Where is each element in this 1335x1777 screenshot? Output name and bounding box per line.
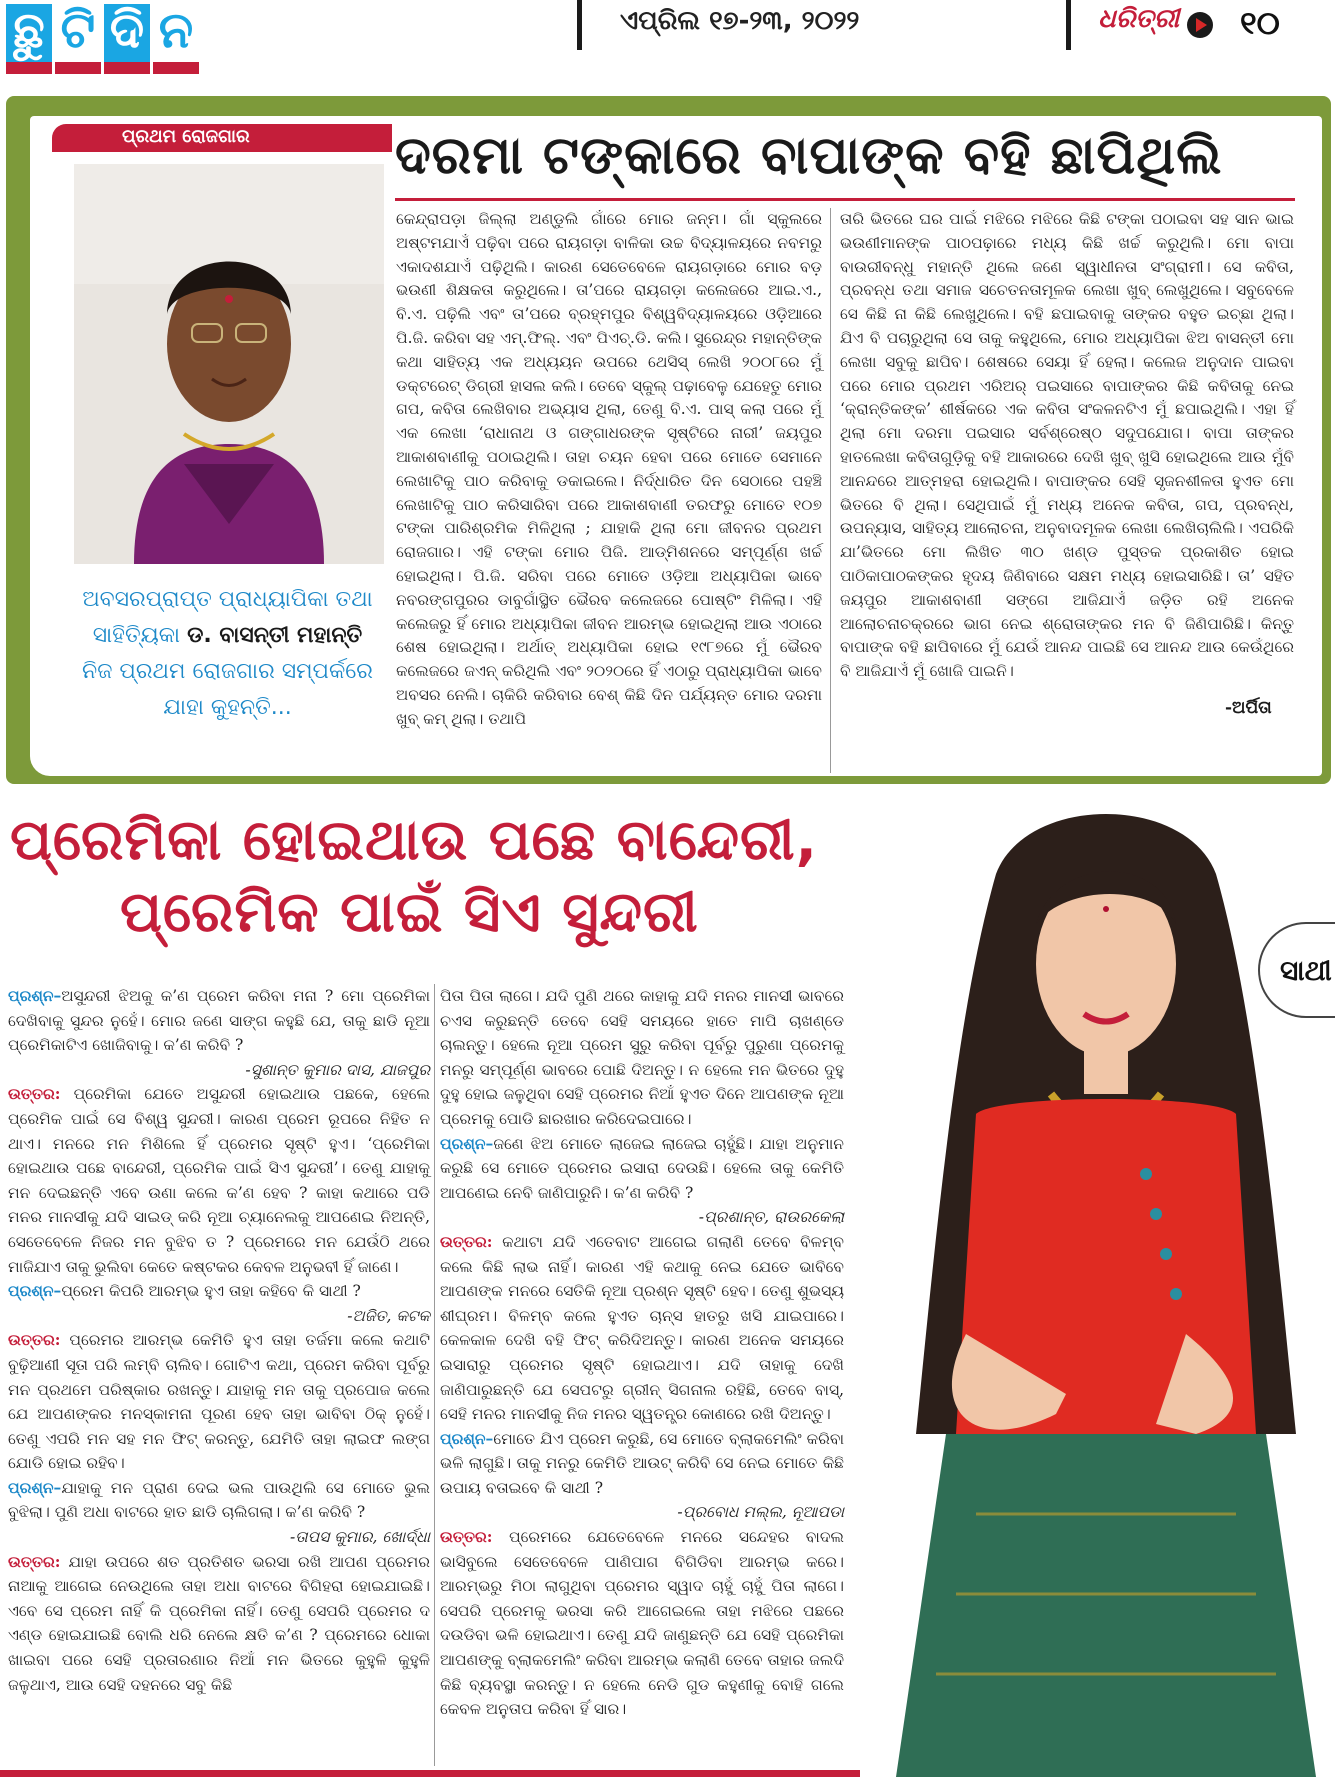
question-author: -ଅଜିତ, କଟକ bbox=[347, 1306, 430, 1325]
caption-line: ନିଜ ପ୍ରଥମ ରୋଜଗାର ସମ୍ପର୍କରେ bbox=[82, 659, 373, 684]
question-text: ଜଣେ ଝିଅ ମୋତେ ଲାଜେଇ ଲାଜେଇ ଚାହୁଁଛି। ଯାହା ଅନୁମାନ କରୁଛି ସେ ମୋତେ ପ୍ରେମର ଇସାରା ଦେଉଛି। ହେଲେ ତାକୁ କେମିତି ଆପଣେଇ ନେବି ଜାଣିପାରୁନି। କ’ଣ କରିବି ? bbox=[440, 1134, 844, 1202]
question-text: ଯାହାକୁ ମନ ପ୍ରାଣ ଦେଇ ଭଲ ପାଉଥିଲି ସେ ମୋତେ ଭୁଲ ବୁଝିଲା। ପୁଣି ଅଧା ବାଟରେ ହାତ ଛାଡି ଚାଲିଗଲା। କ’ଣ କରିବି ? bbox=[8, 1478, 430, 1522]
answer-text: ପ୍ରେମର ଆରମ୍ଭ କେମିତି ହୁଏ ତାହା ତର୍ଜମା କଲେ କଥାଟି ବୁଢ଼ିଆଣୀ ସୂତା ପରି ଲମ୍ବି ଚାଲିବ। ଗୋଟିଏ କଥା, ପ୍ରେମ କରିବା ପୂର୍ବରୁ ମନ ପ୍ରଥମେ ପରିଷ୍କାର ରଖନ୍ତୁ। ଯାହାକୁ ମନ ତାକୁ ପ୍ରପୋଜ କଲେ ଯେ ଆପଣଙ୍କର ମନସ୍କାମନା ପୂରଣ ହେବ ତାହା ଭାବିବା ଠିକ୍ ନୁହେଁ। ତେଣୁ ଏପରି ମନ ସହ ମନ ଫିଟ୍ କରନ୍ତୁ, ଯେମିତି ତାହା ଲାଇଫ ଲଙ୍ଗ ଯୋଡି ହୋଇ ରହିବ। bbox=[8, 1331, 430, 1473]
answer-text: କଥାଟା ଯଦି ଏତେବାଟ ଆଗେଇ ଗଲାଣି ତେବେ ବିଳମ୍ବ କଲେ କିଛି ଲାଭ ନାହିଁ। କାରଣ ଏହି କଥାକୁ ନେଇ ଯେତେ ଭାବିବେ ଆପଣଙ୍କ ମନରେ ସେତିକି ନୂଆ ପ୍ରଶ୍ନ ସୃଷ୍ଟି ହେବ। ତେଣୁ ଶୁଭସ୍ୟ ଶୀଘ୍ରମ। ବିଳମ୍ବ କଲେ ହୁଏତ ଚାନ୍ସ ହାତରୁ ଖସି ଯାଇପାରେ। କେଳକାଳ ଦେଖି ବହି ଫିଟ୍ କରିଦିଅନ୍ତୁ। କାରଣ ଅନେକ ସମୟରେ ଇସାରାରୁ ପ୍ରେମର ସୃଷ୍ଟି ହୋଇଥାଏ। ଯଦି ତାହାକୁ ଦେଖି ଜାଣିପାରୁଛନ୍ତି ଯେ ସେପଟରୁ ଗ୍ରୀନ୍ ସିଗନାଲ ରହିଛି, ତେବେ ବାସ୍, ସେହି ମନର ମାନସୀକୁ ନିଜ ମନର ସ୍ୱତନ୍ତ୍ର କୋଣରେ ରଖି ଦିଅନ୍ତୁ। bbox=[440, 1232, 844, 1424]
logo-letter: ନ bbox=[153, 4, 199, 74]
body-text: ତାରି ଭିତରେ ଘର ପାଇଁ ମଝିରେ ମଝିରେ କିଛି ଟଙ୍କା ପଠାଇବା ସହ ସାନ ଭାଇ ଭଉଣୀମାନଙ୍କ ପାଠପଢ଼ାରେ ମଧ୍ୟ କିଛି ଖର୍ଚ୍ଚ କରୁଥିଲି। ମୋ ବାପା ବାଉରୀବନ୍ଧୁ ମହାନ୍ତି ଥିଲେ ଜଣେ ସ୍ୱାଧୀନତା ସଂଗ୍ରାମୀ। ସେ କବିତା, ପ୍ରବନ୍ଧ ତଥା ସମାଜ ସଚେତନତାମୂଳକ ଲେଖା ଖୁବ୍ ଲେଖୁଥିଲେ। ସବୁବେଳେ ସେ କିଛି ନା କିଛି ଲେଖୁଥିଲେ। ବହି ଛପାଇବାକୁ ତାଙ୍କର ବହୁତ ଇଚ୍ଛା ଥିଲା। ଯିଏ ବି ପଚାରୁଥିଲା ସେ ତାକୁ କହୁଥିଲେ, ମୋର ଅଧ୍ୟାପିକା ଝିଅ ବାସନ୍ତୀ ମୋ ଲେଖା ସବୁକୁ ଛାପିବ। ଶେଷରେ ସେୟା ହିଁ ହେଲା। କଲେଜ ଅନୁଦାନ ପାଇବା ପରେ ମୋର ପ୍ରଥମ ଏରିଅର୍ ପଇସାରେ ବାପାଙ୍କର କିଛି କବିତାକୁ ନେଇ ‘କ୍ରାନ୍ତିକଙ୍କ’ ଶୀର୍ଷକରେ ଏକ କବିତା ସଂକଳନଟିଏ ମୁଁ ଛପାଇଥିଲି। ଏହା ହିଁ ଥିଲା ମୋ ଦରମା ପଇସାର ସର୍ବଶ୍ରେଷ୍ଠ ସଦୁପଯୋଗ। ବାପା ତାଙ୍କର ହାତଲେଖା କବିତାଗୁଡ଼ିକୁ ବହି ଆକାରରେ ଦେଖି ଖୁବ୍ ଖୁସି ହୋଇଥିଲେ ଆଉ ମୁଁବି ଆନନ୍ଦରେ ଆତ୍ମହରା ହୋଇଥିଲି। ବାପାଙ୍କର ସେହି ସୃଜନଶୀଳତା ହୁଏତ ମୋ ଭିତରେ ବି ଥିଲା। ସେଥିପାଇଁ ମୁଁ ମଧ୍ୟ ଅନେକ କବିତା, ଗପ, ପ୍ରବନ୍ଧ, ଉପନ୍ୟାସ, ସାହିତ୍ୟ ଆଲୋଚନା, ଅନୁବାଦମୂଳକ ଲେଖା ଲେଖିଚାଲିଲି। ଏପରିକି ଯା’ଭିତରେ ମୋ ଲିଖିତ ୩୦ ଖଣ୍ଡ ପୁସ୍ତକ ପ୍ରକାଶିତ ହୋଇ ପାଠିକାପାଠକଙ୍କର ହୃଦୟ ଜିଣିବାରେ ସକ୍ଷମ ମଧ୍ୟ ହୋଇସାରିଛି। ତା’ ସହିତ ଜୟପୁର ଆକାଶବାଣୀ ସଙ୍ଗେ ଆଜିଯାଏଁ ଜଡ଼ିତ ରହି ଅନେକ ଆଲୋଚନାଚକ୍ରରେ ଭାଗ ନେଇ ଶ୍ରୋତାଙ୍କର ମନ ବି ଜିଣିପାରିଛି। କିନ୍ତୁ ବାପାଙ୍କ ବହି ଛାପିବାରେ ମୁଁ ଯେଉଁ ଆନନ୍ଦ ପାଇଛି ସେ ଆନନ୍ଦ ଆଉ କେଉଁଥିରେ ବି ଆଜିଯାଏଁ ମୁଁ ଖୋଜି ପାଇନି। bbox=[840, 210, 1294, 681]
question-author: -ପ୍ରବୋଧ ମଲ୍ଲ, ନୂଆପଡା bbox=[677, 1503, 844, 1522]
answer-text: ପ୍ରେମରେ ଯେତେବେଳେ ମନରେ ସନ୍ଦେହର ବାଦଲ ଭାସିବୁଲେ ସେତେବେଳେ ପାଣିପାଗ ବିଗିଡିବା ଆରମ୍ଭ କରେ। ଆରମ୍ଭରୁ ମିଠା ଲାଗୁଥିବା ପ୍ରେମର ସ୍ୱାଦ ଚାହୁଁ ଚାହୁଁ ପିତା ଲାଗେ। ସେପରି ପ୍ରେମକୁ ଭରସା କରି ଆଗେଇଲେ ତାହା ମଝିରେ ପଛରେ ଦଉଡିବା ଭଳି ହୋଇଥାଏ। ତେଣୁ ଯଦି ଜାଣୁଛନ୍ତି ଯେ ସେହି ପ୍ରେମିକା ଆପଣଙ୍କୁ ବ୍ଲାକମେଲିଂ କରିବା ଆରମ୍ଭ କଲାଣି ତେବେ ତାହାର ଜଲଦି କିଛି ବ୍ୟବସ୍ଥା କରନ୍ତୁ। ନ ହେଲେ ନେଡି ଗୁଡ କହୁଣୀକୁ ବୋହି ଗଲେ କେବଳ ଅନୁତାପ କରିବା ହିଁ ସାର। bbox=[440, 1528, 844, 1719]
play-icon bbox=[1187, 12, 1213, 38]
author-name: ଡ. ବାସନ୍ତୀ ମହାନ୍ତି bbox=[187, 623, 363, 648]
column-tag-label: ସାଥୀ bbox=[1280, 954, 1332, 987]
answer-continued: ପିତା ପିତା ଲାଗେ। ଯଦି ପୁଣି ଥରେ କାହାକୁ ଯଦି ମନର ମାନସୀ ଭାବରେ ଚଏସ କରୁଛନ୍ତି ତେବେ ସେହି ସମୟରେ ହାତେ ମାପି ଚାଖଣ୍ଡେ ଚାଲନ୍ତୁ। ହେଲେ ନୂଆ ପ୍ରେମ ସୁରୁ କରିବା ପୂର୍ବରୁ ପୁରୁଣା ପ୍ରେମକୁ ମନରୁ ସମ୍ପୂର୍ଣ୍ଣ ଭାବରେ ପୋଛି ଦିଅନ୍ତୁ। ନ ହେଲେ ମନ ଭିତରେ ଦୁହୁ ଦୁହୁ ହୋଇ ଜଳୁଥିବା ସେହି ପ୍ରେମର ନିଆଁ ହୁଏତ ଦିନେ ଆପଣଙ୍କ ନୂଆ ପ୍ରେମକୁ ପୋଡି ଛାରଖାର କରିଦେଇପାରେ। bbox=[440, 987, 844, 1128]
question bbox=[8, 984, 430, 1058]
question-label: ପ୍ରଶ୍ନ– bbox=[8, 986, 62, 1005]
caption-line: ଅବସରପ୍ରାପ୍ତ ପ୍ରାଧ୍ୟାପିକା ତଥା bbox=[82, 587, 373, 612]
byline: -ଅର୍ପିତା bbox=[1225, 698, 1272, 718]
answer-label: ଉତ୍ତର: bbox=[440, 1231, 493, 1251]
question bbox=[8, 1279, 430, 1304]
divider bbox=[1066, 0, 1071, 50]
answer bbox=[8, 1328, 430, 1476]
question-text: ପ୍ରେମ କିପରି ଆରମ୍ଭ ହୁଏ ତାହା କହିବେ କି ସାଥୀ ? bbox=[61, 1282, 361, 1301]
logo-letter: ଛୁ bbox=[6, 4, 52, 74]
brand-logo: ଧରିତ୍ରୀ bbox=[1098, 4, 1180, 34]
article-headline: ପ୍ରେମିକ ପାଇଁ ସିଏ ସୁନ୍ଦରୀ bbox=[120, 880, 699, 945]
section-tag bbox=[52, 124, 392, 152]
question bbox=[8, 1476, 430, 1525]
section-logo bbox=[6, 1, 199, 86]
caption-text: ସାହିତ୍ୟିକା bbox=[92, 623, 188, 648]
body-text: କେନ୍ଦ୍ରାପଡ଼ା ଜିଲ୍ଲା ଅଣ୍ଡୁଲି ଗାଁରେ ମୋର ଜନ୍ମ। ଗାଁ ସ୍କୁଲରେ ଅଷ୍ଟମଯାଏଁ ପଢ଼ିବା ପରେ ରାୟଗଡ଼ା ବାଳିକା ଉଚ୍ଚ ବିଦ୍ୟାଳୟରେ ନବମରୁ ଏକାଦଶଯାଏଁ ପଢ଼ିଥିଲି। କାରଣ ସେତେବେଳେ ରାୟଗଡ଼ାରେ ମୋର ବଡ଼ ଭଉଣୀ ଶିକ୍ଷକତା କରୁଥିଲେ। ତା’ପରେ ରାୟଗଡ଼ା କଲେଜରେ ଆଇ.ଏ., ବି.ଏ. ପଢ଼ିଲି ଏବଂ ତା’ପରେ ବ୍ରହ୍ମପୁର ବିଶ୍ୱବିଦ୍ୟାଳୟରେ ଓଡ଼ିଆରେ ପି.ଜି. କରିବା ସହ ଏମ୍.ଫିଲ୍. ଏବଂ ପିଏଚ୍.ଡି. କଲି। ସୁରେନ୍ଦ୍ର ମହାନ୍ତିଙ୍କ କଥା ସାହିତ୍ୟ ଏକ ଅଧ୍ୟୟନ ଉପରେ ଥେସିସ୍ ଲେଖି ୨୦୦୮ରେ ମୁଁ ଡକ୍ଟରେଟ୍ ଡିଗ୍ରୀ ହାସଲ କଲି। ତେବେ ସ୍କୁଲ୍ ପଢ଼ାବେଳୁ ଯେହେତୁ ମୋର ଗପ, କବିତା ଲେଖିବାର ଅଭ୍ୟାସ ଥିଲା, ତେଣୁ ବି.ଏ. ପାସ୍ କଲା ପରେ ମୁଁ ଏକ ଲେଖା ‘ରାଧାନାଥ ଓ ଗଙ୍ଗାଧରଙ୍କ ସୃଷ୍ଟିରେ ନାରୀ’ ଜୟପୁର ଆକାଶବାଣୀକୁ ପଠାଇଥିଲି। ତାହା ଚୟନ ହେବା ପରେ ମୋତେ ସେମାନେ ଲେଖାଟିକୁ ପାଠ କରିବାକୁ ଡକାଇଲେ। ନିର୍ଦ୍ଧାରିତ ଦିନ ସେଠାରେ ପହଞ୍ଚି ଲେଖାଟିକୁ ପାଠ କରିସାରିବା ପରେ ଆକାଶବାଣୀ ତରଫରୁ ମୋତେ ୧୦୭ ଟଙ୍କା ପାରିଶ୍ରମିକ ମିଳିଥିଲା ; ଯାହାକି ଥିଲା ମୋ ଜୀବନର ପ୍ରଥମ ରୋଜଗାର। ଏହି ଟଙ୍କା ମୋର ପିଜି. ଆଡ୍‌ମିଶନରେ ସମ୍ପୂର୍ଣ୍ଣ ଖର୍ଚ୍ଚ ହୋଇଥିଲା। ପି.ଜି. ସରିବା ପରେ ମୋତେ ଓଡ଼ିଆ ଅଧ୍ୟାପିକା ଭାବେ ନବରଙ୍ଗପୁରର ଡାବୁଗାଁସ୍ଥିତ ଭୈରବ କଲେଜରେ ପୋଷ୍ଟିଂ ମିଳିଲା। ଏହି କଲେଜରୁ ହିଁ ମୋର ଅଧ୍ୟାପିକା ଜୀବନ ଆରମ୍ଭ ହୋଇଥିଲା ଆଉ ଏଠାରେ ଶେଷ ହୋଇଥିଲା। ଅର୍ଥାତ୍ ଅଧ୍ୟାପିକା ହୋଇ ୧୯୮୭ରେ ମୁଁ ଭୈରବ କଲେଜରେ ଜଏନ୍ କରିଥିଲି ଏବଂ ୨୦୨୦ରେ ହିଁ ଏଠାରୁ ପ୍ରାଧ୍ୟାପିକା ଭାବେ ଅବସର ନେଲି। ଚାକିରି କରିବାର ବେଶ୍ କିଛି ଦିନ ପର୍ଯ୍ୟନ୍ତ ମୋର ଦରମା ଖୁବ୍ କମ୍ ଥିଲା। ତଥାପି bbox=[396, 210, 822, 728]
article-headline: ପ୍ରେମିକା ହୋଇଥାଉ ପଛେ ବାନ୍ଦେରୀ, bbox=[10, 808, 818, 873]
question-author: -ପ୍ରଶାନ୍ତ, ରାଉରକେଲା bbox=[698, 1208, 844, 1227]
divider bbox=[577, 0, 582, 50]
caption-line: ଯାହା କୁହନ୍ତି... bbox=[163, 695, 292, 720]
answer-text: ଯାହା ଉପରେ ଶତ ପ୍ରତିଶତ ଭରସା ରଖି ଆପଣ ପ୍ରେମର ନାଆକୁ ଆଗେଇ ନେଉଥିଲେ ତାହା ଅଧା ବାଟରେ ବିଗିହରା ହୋଇଯାଇଛି। ଏବେ ସେ ପ୍ରେମ ନାହିଁ କି ପ୍ରେମିକା ନାହିଁ। ତେଣୁ ସେପରି ପ୍ରେମର ଦ ଏଣ୍ଡ ହୋଇଯାଇଛି ବୋଲି ଧରି ନେଲେ କ୍ଷତି କ’ଣ ? ପ୍ରେମରେ ଧୋକା ଖାଇବା ପରେ ସେହି ପ୍ରତାରଣାର ନିଆଁ ମନ ଭିତରେ କୁହୁଳି କୁହୁଳି ଜଳୁଥାଏ, ଆଉ ସେହି ଦହନରେ ସବୁ କିଛି bbox=[8, 1552, 430, 1694]
question-label: ପ୍ରଶ୍ନ– bbox=[8, 1477, 62, 1497]
article-column-2 bbox=[840, 208, 1294, 684]
answer bbox=[8, 1550, 430, 1698]
masthead bbox=[0, 0, 1335, 92]
qa-column-1 bbox=[8, 984, 430, 1697]
question-label: ପ୍ରଶ୍ନ– bbox=[8, 1281, 62, 1301]
article-headline: ଦରମା ଟଙ୍କାରେ ବାପାଙ୍କ ବହି ଛାପିଥିଲି bbox=[395, 126, 1223, 186]
answer-label: ଉତ୍ତର: bbox=[440, 1527, 493, 1547]
question bbox=[440, 1427, 844, 1501]
article-column-1 bbox=[396, 208, 822, 732]
section-tag-label: ପ୍ରଥମ ରୋଜଗାର bbox=[122, 126, 250, 147]
question-text: ମୋତେ ଯିଏ ପ୍ରେମ କରୁଛି, ସେ ମୋତେ ବ୍ଲାକମେଲିଂ କରିବା ଭଳି ଲାଗୁଛି। ତାକୁ ମନରୁ କେମିତି ଆଉଟ୍ କରିବି ସେ ନେଇ ମୋତେ କିଛି ଉପାୟ ବତାଇବେ କି ସାଥୀ ? bbox=[440, 1429, 844, 1497]
qa-column-2 bbox=[440, 984, 844, 1722]
column-divider bbox=[434, 984, 435, 1766]
answer bbox=[440, 1525, 844, 1722]
question bbox=[440, 1132, 844, 1206]
question-author: -ସୁଶାନ୍ତ କୁମାର ଦାସ, ଯାଜପୁର bbox=[245, 1060, 430, 1079]
answer-label: ଉତ୍ତର: bbox=[8, 1330, 61, 1350]
question-label: ପ୍ରଶ୍ନ– bbox=[440, 1133, 494, 1153]
answer bbox=[8, 1082, 430, 1279]
caption-line bbox=[40, 618, 415, 654]
question-text: ଅସୁନ୍ଦରୀ ଝିଅକୁ କ’ଣ ପ୍ରେମ କରିବା ମନା ? ମୋ ପ୍ରେମିକା ଦେଖିବାକୁ ସୁନ୍ଦର ନୁହେଁ। ମୋର ଜଣେ ସାଙ୍ଗ କହୁଛି ଯେ, ତାକୁ ଛାଡି ନୂଆ ପ୍ରେମିକାଟିଏ ଖୋଜିବାକୁ। କ’ଣ କରିବି ? bbox=[8, 987, 430, 1055]
question-label: ପ୍ରଶ୍ନ– bbox=[440, 1428, 494, 1448]
headline-rule bbox=[395, 198, 1295, 201]
answer-label: ଉତ୍ତର: bbox=[8, 1084, 61, 1104]
issue-date: ଏପ୍ରିଲ ୧୭-୨୩, ୨୦୨୨ bbox=[620, 6, 860, 36]
page-number: ୧୦ bbox=[1240, 4, 1280, 42]
answer-label: ଉତ୍ତର: bbox=[8, 1551, 61, 1571]
footer-rule bbox=[0, 1770, 860, 1777]
answer bbox=[440, 1230, 844, 1427]
answer-text: ପ୍ରେମିକା ଯେତେ ଅସୁନ୍ଦରୀ ହୋଇଥାଉ ପଛକେ, ହେଲେ ପ୍ରେମିକ ପାଇଁ ସେ ବିଶ୍ୱ ସୁନ୍ଦରୀ। କାରଣ ପ୍ରେମ ରୂପରେ ନିହିତ ନ ଥାଏ। ମନରେ ମନ ମିଶିଲେ ହିଁ ପ୍ରେମର ସୃଷ୍ଟି ହୁଏ। ‘ପ୍ରେମିକା ହୋଇଥାଉ ପଛେ ବାନ୍ଦେରୀ, ପ୍ରେମିକ ପାଇଁ ସିଏ ସୁନ୍ଦରୀ’। ତେଣୁ ଯାହାକୁ ମନ ଦେଇଛନ୍ତି ଏବେ ଉଣା କଲେ କ’ଣ ହେବ ? କାହା କଥାରେ ପଡି ମନର ମାନସୀକୁ ଯଦି ସାଇଡ୍ କରି ନୂଆ ଚ୍ୟାନେଲକୁ ଆପଣେଇ ନିଅନ୍ତି, ସେତେବେଳେ ନିଜର ମନ ବୁଝିବ ତ ? ପ୍ରେମରେ ମନ ଯେଉଁଠି ଥରେ ମାଜିଯାଏ ତାକୁ ଭୁଲିବା କେତେ କଷ୍ଟକର କେବଳ ଅନୁଭବୀ ହିଁ ଜାଣେ। bbox=[8, 1085, 430, 1276]
column-divider bbox=[830, 208, 831, 773]
logo-letter: ଦି bbox=[104, 4, 150, 74]
author-caption bbox=[40, 582, 415, 726]
author-photo bbox=[74, 164, 384, 564]
logo-letter: ଟି bbox=[55, 4, 101, 74]
question-author: -ତାପସ କୁମାର, ଖୋର୍ଦ୍ଧା bbox=[290, 1528, 430, 1547]
